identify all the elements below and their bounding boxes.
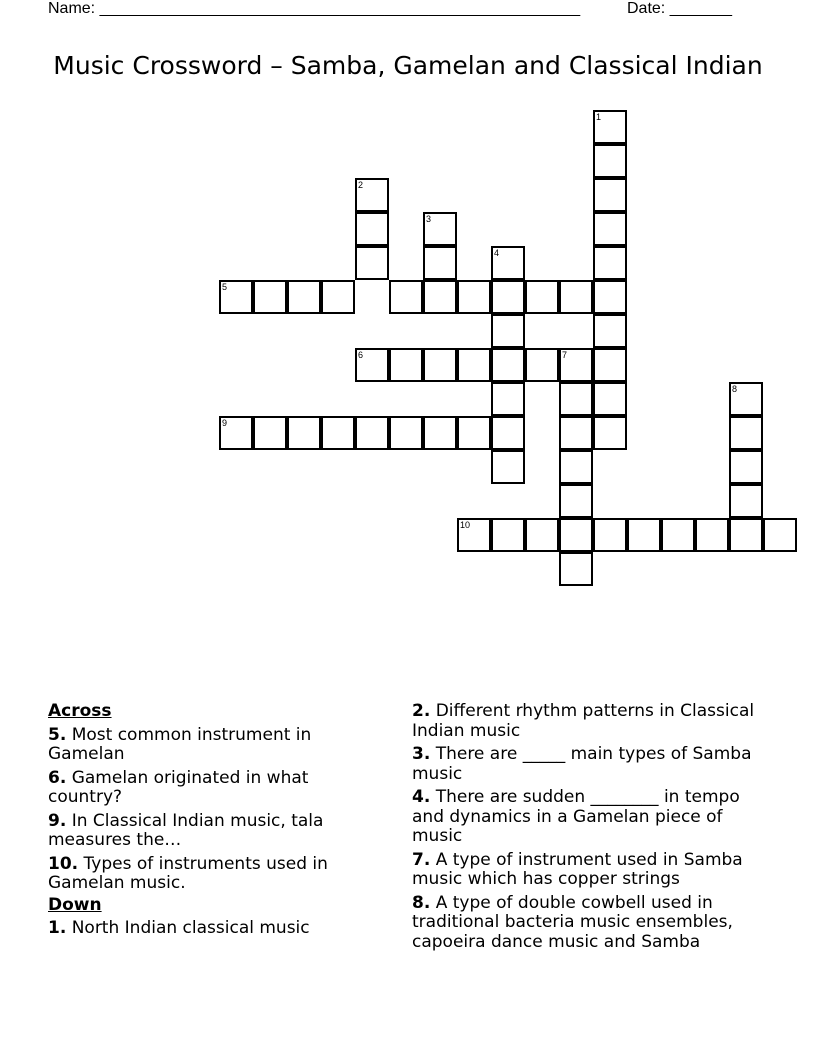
clue-across-6 bbox=[48, 769, 358, 808]
grid-cell[interactable] bbox=[491, 246, 525, 280]
name-field[interactable]: Name: ______________________________________________________ bbox=[48, 0, 581, 17]
grid-cell[interactable] bbox=[593, 416, 627, 450]
clue-text: There are sudden ________ in tempo and dynamics in a Gamelan piece of music bbox=[412, 787, 740, 846]
clue-number: 6. bbox=[48, 767, 67, 788]
grid-cell[interactable] bbox=[559, 280, 593, 314]
grid-cell[interactable] bbox=[355, 212, 389, 246]
grid-cell[interactable] bbox=[729, 416, 763, 450]
grid-cell[interactable] bbox=[457, 416, 491, 450]
grid-cell[interactable] bbox=[661, 518, 695, 552]
grid-cell[interactable] bbox=[593, 348, 627, 382]
grid-cell[interactable] bbox=[491, 348, 525, 382]
grid-cell[interactable] bbox=[593, 314, 627, 348]
clue-across-9 bbox=[48, 812, 358, 851]
clues-left-column bbox=[48, 702, 358, 939]
grid-cell[interactable] bbox=[423, 348, 457, 382]
clue-text: Gamelan originated in what country? bbox=[48, 767, 309, 807]
grid-cell[interactable] bbox=[389, 348, 423, 382]
clue-text: Types of instruments used in Gamelan music. bbox=[48, 853, 328, 893]
grid-cell[interactable] bbox=[491, 450, 525, 484]
grid-cell[interactable] bbox=[219, 416, 253, 450]
grid-cell[interactable] bbox=[593, 212, 627, 246]
clue-across-5 bbox=[48, 726, 358, 765]
grid-cell[interactable] bbox=[423, 246, 457, 280]
grid-cell[interactable] bbox=[355, 178, 389, 212]
grid-cell[interactable] bbox=[559, 552, 593, 586]
clue-text: A type of double cowbell used in traditional bacteria music ensembles, capoeira dance music and Samba bbox=[412, 892, 733, 952]
grid-cell[interactable] bbox=[423, 416, 457, 450]
grid-cell[interactable] bbox=[559, 348, 593, 382]
grid-cell[interactable] bbox=[525, 280, 559, 314]
grid-cell[interactable] bbox=[593, 144, 627, 178]
across-heading: Across bbox=[48, 701, 112, 721]
grid-cell[interactable] bbox=[729, 382, 763, 416]
grid-cell[interactable] bbox=[729, 450, 763, 484]
grid-cell[interactable] bbox=[253, 416, 287, 450]
clue-number-label: 1 bbox=[596, 112, 602, 122]
clue-number-label: 6 bbox=[358, 350, 364, 360]
clue-number: 9. bbox=[48, 810, 67, 831]
page-title: Music Crossword – Samba, Gamelan and Classical Indian bbox=[53, 51, 763, 80]
clue-number-label: 10 bbox=[460, 520, 471, 530]
grid-cell[interactable] bbox=[253, 280, 287, 314]
clue-number-label: 5 bbox=[222, 282, 228, 292]
clue-number: 2. bbox=[412, 701, 431, 721]
clue-across-10 bbox=[48, 855, 358, 894]
grid-cell[interactable] bbox=[355, 348, 389, 382]
clue-down-7 bbox=[412, 851, 762, 890]
grid-cell[interactable] bbox=[389, 280, 423, 314]
clue-down-4 bbox=[412, 788, 762, 847]
grid-cell[interactable] bbox=[355, 416, 389, 450]
clue-down-8 bbox=[412, 894, 762, 953]
grid-cell[interactable] bbox=[559, 484, 593, 518]
grid-cell[interactable] bbox=[423, 280, 457, 314]
grid-cell[interactable] bbox=[321, 280, 355, 314]
grid-cell[interactable] bbox=[491, 518, 525, 552]
clue-number-label: 7 bbox=[562, 350, 568, 360]
grid-cell[interactable] bbox=[593, 518, 627, 552]
grid-cell[interactable] bbox=[593, 382, 627, 416]
grid-cell[interactable] bbox=[695, 518, 729, 552]
grid-cell[interactable] bbox=[219, 280, 253, 314]
clues-right-column bbox=[412, 702, 762, 952]
grid-cell[interactable] bbox=[763, 518, 797, 552]
grid-cell[interactable] bbox=[559, 450, 593, 484]
grid-cell[interactable] bbox=[457, 518, 491, 552]
clue-down-1 bbox=[48, 919, 358, 939]
grid-cell[interactable] bbox=[491, 280, 525, 314]
clue-number: 3. bbox=[412, 744, 431, 764]
clue-number: 7. bbox=[412, 849, 431, 870]
grid-cell[interactable] bbox=[559, 518, 593, 552]
grid-cell[interactable] bbox=[525, 518, 559, 552]
grid-cell[interactable] bbox=[559, 382, 593, 416]
clue-down-3 bbox=[412, 745, 762, 784]
clue-text: North Indian classical music bbox=[71, 918, 310, 938]
grid-cell[interactable] bbox=[287, 280, 321, 314]
clue-number-label: 2 bbox=[358, 180, 364, 190]
clue-down-2 bbox=[412, 702, 762, 741]
grid-cell[interactable] bbox=[355, 246, 389, 280]
grid-cell[interactable] bbox=[729, 518, 763, 552]
grid-cell[interactable] bbox=[389, 416, 423, 450]
grid-cell[interactable] bbox=[559, 416, 593, 450]
grid-cell[interactable] bbox=[457, 280, 491, 314]
clue-number-label: 9 bbox=[222, 418, 228, 428]
clue-text: There are _____ main types of Samba music bbox=[412, 744, 752, 784]
grid-cell[interactable] bbox=[593, 280, 627, 314]
grid-cell[interactable] bbox=[321, 416, 355, 450]
grid-cell[interactable] bbox=[491, 416, 525, 450]
grid-cell[interactable] bbox=[729, 484, 763, 518]
grid-cell[interactable] bbox=[525, 348, 559, 382]
clue-number-label: 8 bbox=[732, 384, 738, 394]
clue-number-label: 3 bbox=[426, 214, 432, 224]
grid-cell[interactable] bbox=[491, 314, 525, 348]
clue-text: Different rhythm patterns in Classical Indian music bbox=[412, 701, 755, 741]
clue-text: A type of instrument used in Samba music which has copper strings bbox=[412, 849, 743, 889]
clue-number: 10. bbox=[48, 853, 79, 874]
grid-cell[interactable] bbox=[287, 416, 321, 450]
grid-cell[interactable] bbox=[457, 348, 491, 382]
clue-text: Most common instrument in Gamelan bbox=[48, 724, 312, 764]
down-heading: Down bbox=[48, 894, 102, 915]
clue-number: 8. bbox=[412, 892, 431, 913]
grid-cell[interactable] bbox=[627, 518, 661, 552]
clue-number-label: 4 bbox=[494, 248, 500, 258]
clue-text: In Classical Indian music, tala measures the… bbox=[48, 810, 324, 850]
grid-cell[interactable] bbox=[423, 212, 457, 246]
grid-cell[interactable] bbox=[593, 246, 627, 280]
date-field[interactable]: Date: _______ bbox=[627, 0, 732, 17]
clue-number: 5. bbox=[48, 724, 67, 745]
clue-number: 4. bbox=[412, 787, 431, 807]
grid-cell[interactable] bbox=[593, 178, 627, 212]
clue-number: 1. bbox=[48, 918, 67, 938]
grid-cell[interactable] bbox=[491, 382, 525, 416]
grid-cell[interactable] bbox=[593, 110, 627, 144]
